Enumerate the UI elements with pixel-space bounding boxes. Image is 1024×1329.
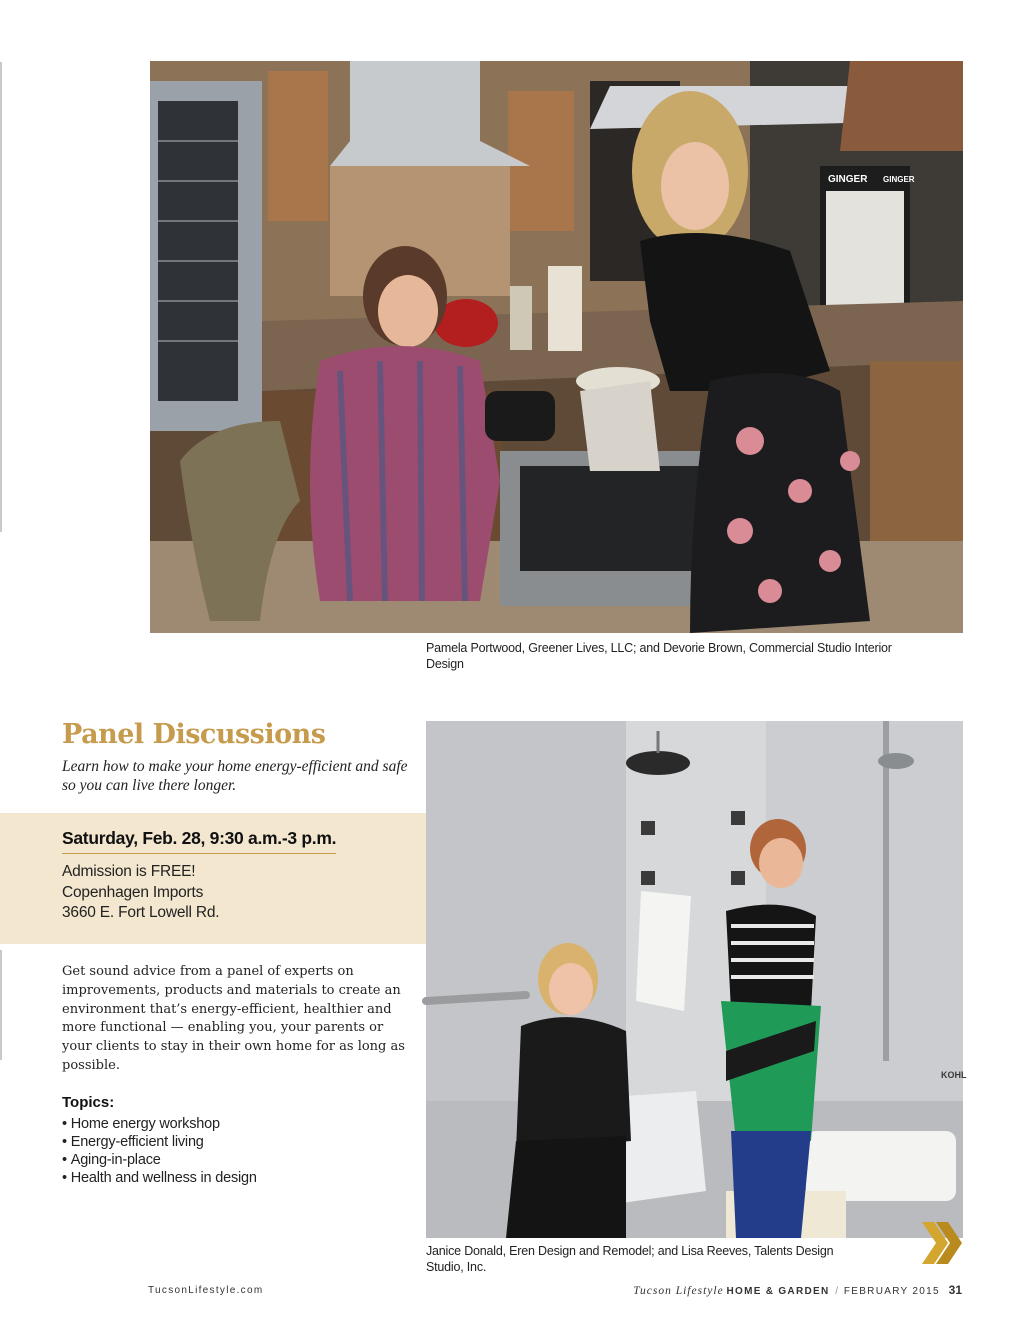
ginger-sign: GINGER [883, 175, 915, 184]
section-title: Panel Discussions [62, 719, 326, 750]
page-number: 31 [948, 1283, 962, 1297]
page-edge-rule [0, 62, 2, 532]
issue-date: FEBRUARY 2015 [843, 1286, 940, 1297]
body-paragraph: Get sound advice from a panel of experts on improvements, products and materials to create an environment that’s energy-efficient, healthier and more functional — enabling you, your parents or your clients to stay in their own home for as long as possible. [62, 964, 405, 1073]
shower-photo [426, 721, 967, 1238]
topics-list [62, 1115, 257, 1187]
page-folio [633, 1283, 962, 1297]
list-item: • Energy-efficient living [62, 1133, 257, 1151]
kitchen-photo [150, 61, 963, 633]
shower-photo-illustration [426, 721, 967, 1238]
event-details [62, 862, 219, 924]
list-item: • Aging-in-place [62, 1151, 257, 1169]
topics-heading: Topics: [62, 1094, 115, 1111]
list-item: • Health and wellness in design [62, 1169, 257, 1187]
top-photo-caption: Pamela Portwood, Greener Lives, LLC; and Devorie Brown, Commercial Studio Interior Design [426, 641, 892, 671]
kohler-logo: KOHL [941, 1070, 967, 1080]
double-chevron-icon [918, 1218, 964, 1268]
website-url: TucsonLifestyle.com [148, 1285, 264, 1296]
magazine-name: Tucson Lifestyle [633, 1285, 724, 1297]
address-line: 3660 E. Fort Lowell Rd. [62, 904, 220, 921]
event-date: Saturday, Feb. 28, 9:30 a.m.-3 p.m. [62, 828, 336, 854]
section-name: HOME & GARDEN [726, 1286, 830, 1297]
list-item: • Home energy workshop [62, 1115, 257, 1133]
venue-line: Copenhagen Imports [62, 883, 204, 901]
admission-line: Admission is FREE! [62, 863, 196, 880]
page-edge-rule [0, 950, 2, 1060]
section-subtitle: Learn how to make your home energy-efficient and safe so you can live there longer. [62, 758, 408, 794]
bottom-photo-caption: Janice Donald, Eren Design and Remodel; and Lisa Reeves, Talents Design Studio, Inc. [426, 1244, 834, 1274]
folio-separator: / [835, 1286, 839, 1297]
kitchen-photo-illustration [150, 61, 963, 633]
ginger-sign: GINGER [828, 174, 868, 185]
